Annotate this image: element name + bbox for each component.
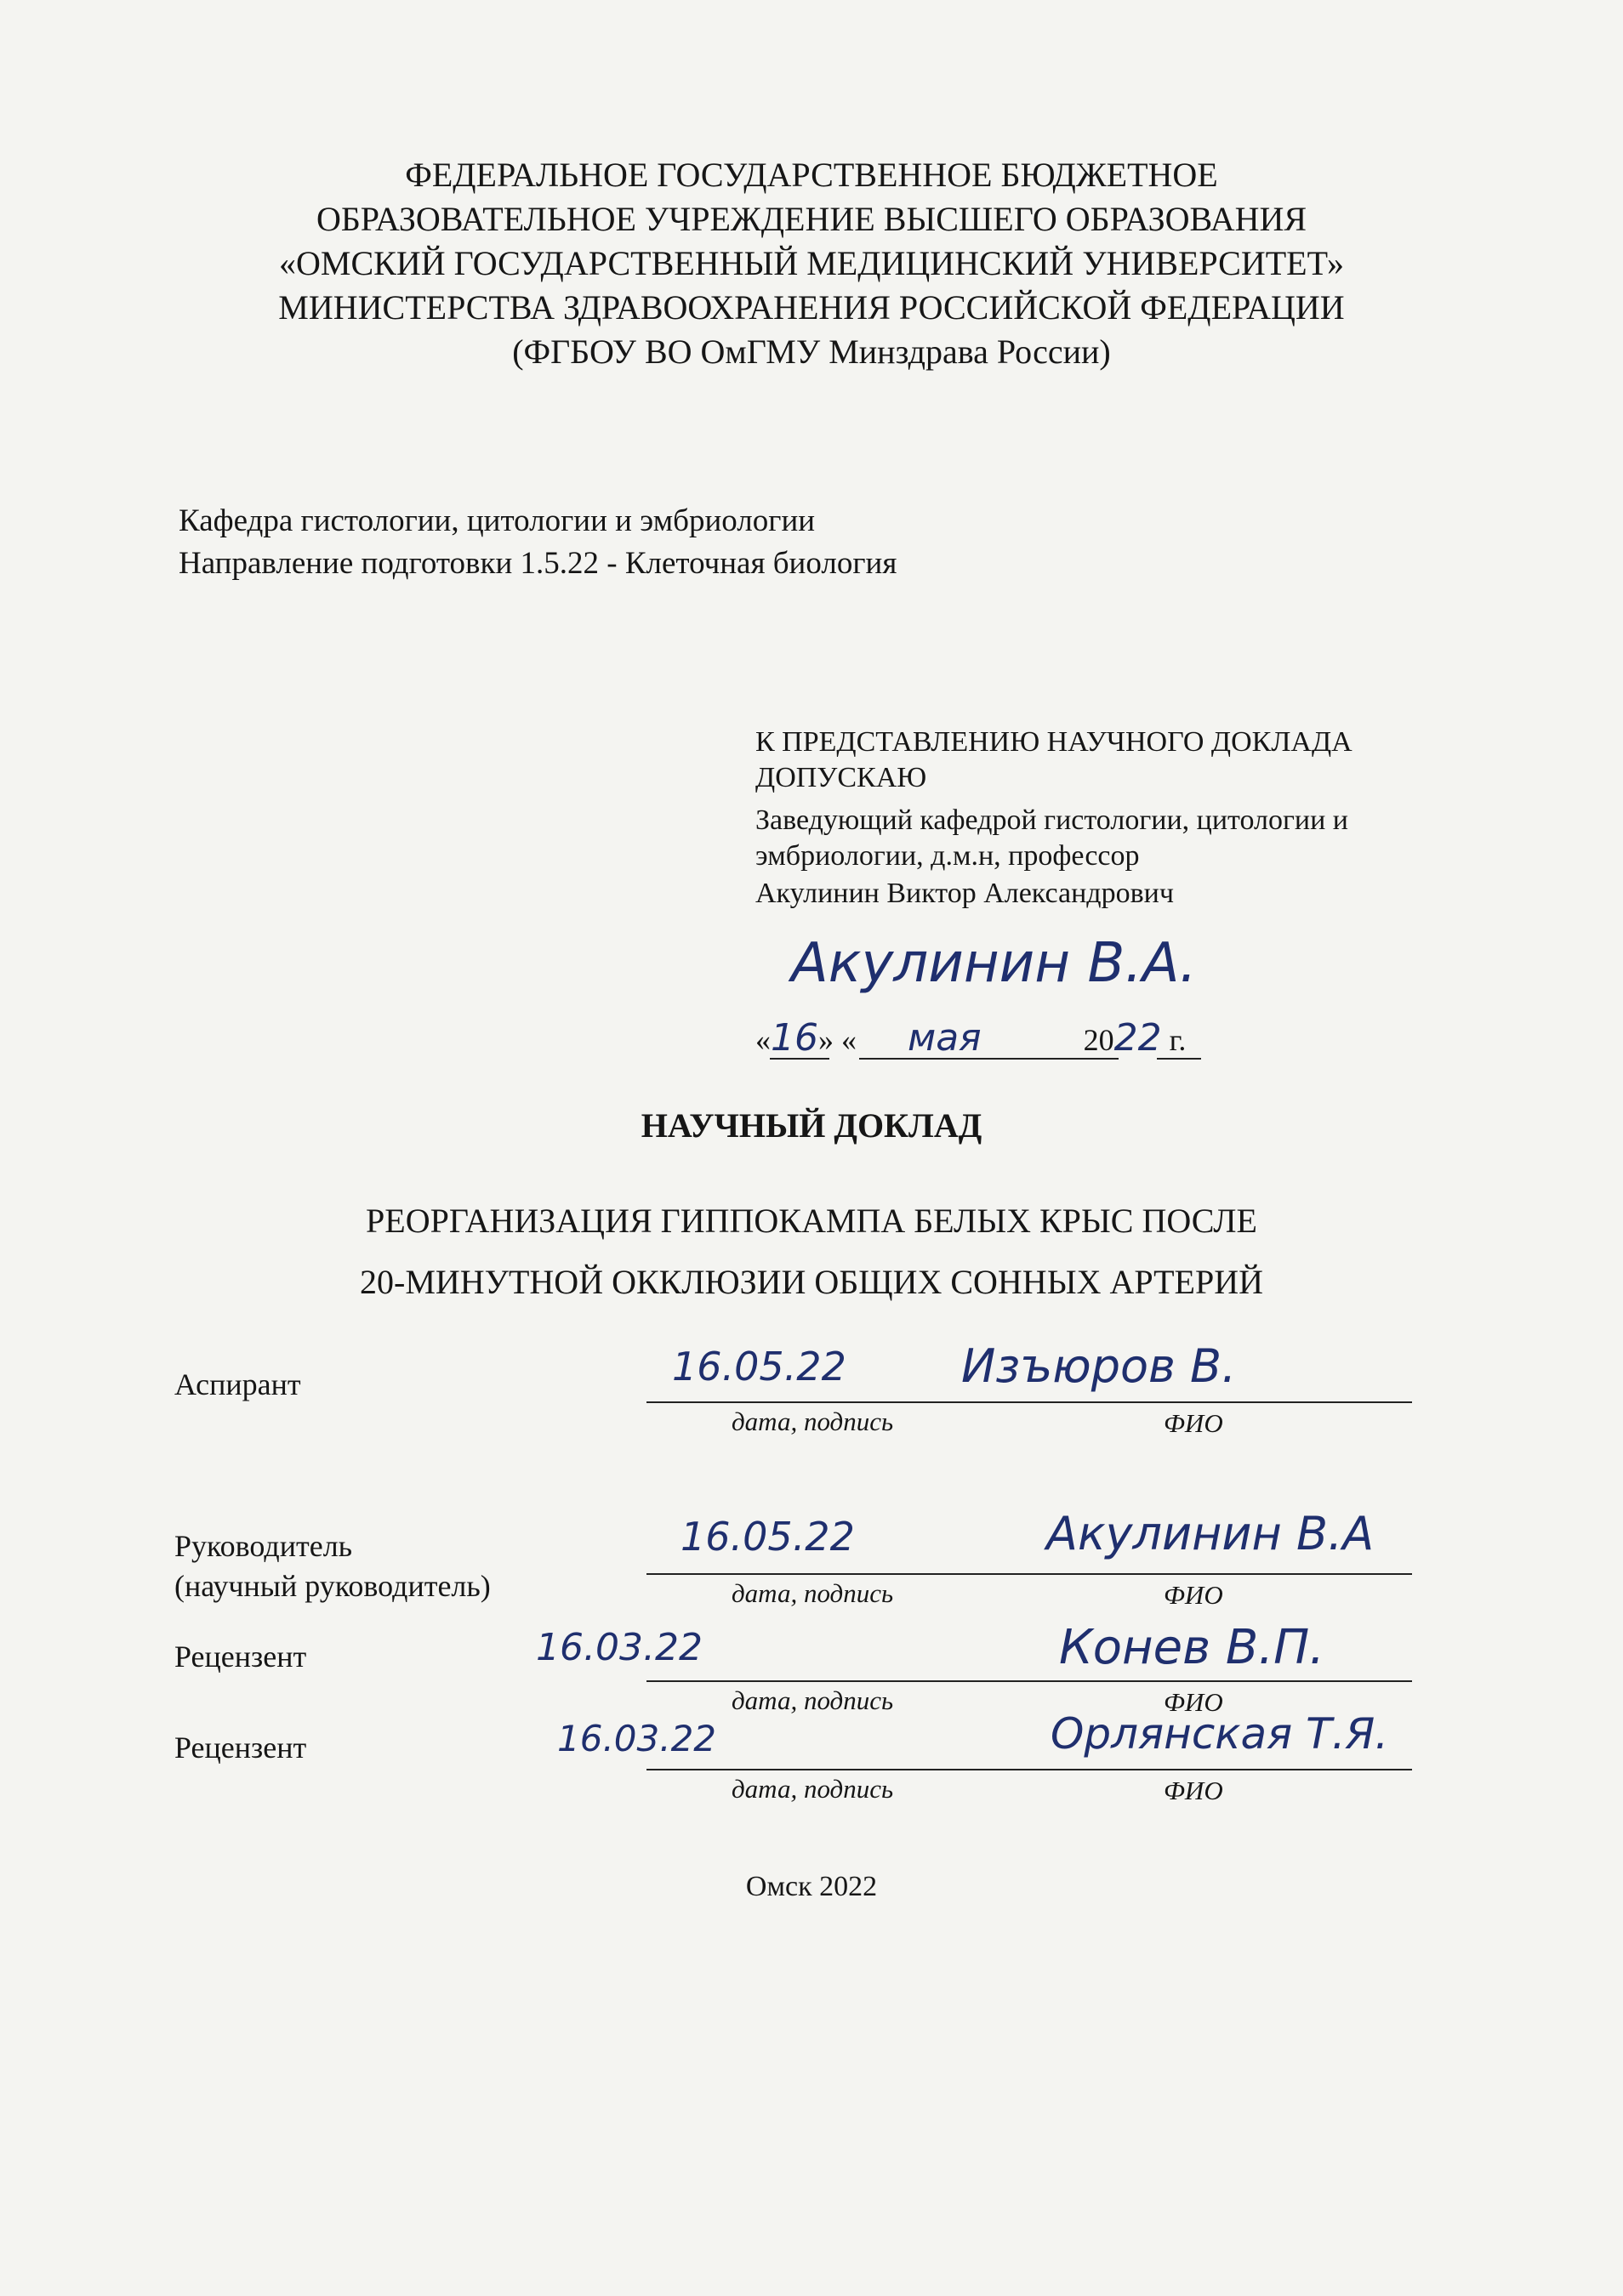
reviewer-1-date: 16.03.22 xyxy=(536,1626,703,1669)
date-day: 16 xyxy=(771,1016,818,1060)
reviewer-2-label: Рецензент xyxy=(174,1731,307,1765)
reviewer-1-sign-line xyxy=(646,1680,1412,1682)
aspirant-signature: Изъюров В. xyxy=(961,1339,1237,1393)
approval-line-5: Акулинин Виктор Александрович xyxy=(755,878,1174,909)
supervisor-label-line-2: (научный руководитель) xyxy=(174,1569,491,1603)
aspirant-sign-line xyxy=(646,1401,1412,1403)
date-open-quote: « xyxy=(755,1023,771,1057)
reviewer-1-name-caption: ФИО xyxy=(1164,1687,1223,1717)
reviewer-2-date: 16.03.22 xyxy=(557,1718,717,1759)
header-line-3: «ОМСКИЙ ГОСУДАРСТВЕННЫЙ МЕДИЦИНСКИЙ УНИВЕРСИТЕТ» xyxy=(279,244,1344,282)
city-year: Омск 2022 xyxy=(745,1871,878,1902)
reviewer-1-label: Рецензент xyxy=(174,1640,307,1674)
approval-line-4: эмбриологии, д.м.н, профессор xyxy=(755,840,1140,872)
document-kind: НАУЧНЫЙ ДОКЛАД xyxy=(641,1106,982,1145)
header-line-4: МИНИСТЕРСТВА ЗДРАВООХРАНЕНИЯ РОССИЙСКОЙ ФЕДЕРАЦИИ xyxy=(278,288,1345,327)
reviewer-1-name: Конев В.П. xyxy=(1059,1620,1325,1675)
aspirant-label: Аспирант xyxy=(174,1367,301,1401)
approval-date xyxy=(755,1016,1187,1060)
reviewer-2-name-caption: ФИО xyxy=(1164,1776,1223,1805)
supervisor-date: 16.05.22 xyxy=(681,1514,855,1560)
date-mid-quote: » « xyxy=(818,1023,857,1057)
aspirant-name-caption: ФИО xyxy=(1164,1408,1223,1438)
supervisor-date-caption: дата, подпись xyxy=(732,1578,894,1608)
date-day-line xyxy=(770,1058,829,1060)
header-line-5: (ФГБОУ ВО ОмГМУ Минздрава России) xyxy=(512,332,1111,371)
header-line-1: ФЕДЕРАЛЬНОЕ ГОСУДАРСТВЕННОЕ БЮДЖЕТНОЕ xyxy=(405,156,1218,194)
report-title-line-1: РЕОРГАНИЗАЦИЯ ГИППОКАМПА БЕЛЫХ КРЫС ПОСЛЕ xyxy=(366,1202,1257,1240)
date-year-line xyxy=(1157,1058,1201,1060)
approval-line-3: Заведующий кафедрой гистологии, цитологии и xyxy=(755,804,1348,836)
reviewer-2-name: Орлянская Т.Я. xyxy=(1051,1709,1389,1759)
reviewer-2-date-caption: дата, подпись xyxy=(732,1774,894,1804)
reviewer-2-sign-line xyxy=(646,1769,1412,1770)
aspirant-date: 16.05.22 xyxy=(672,1344,846,1390)
supervisor-sign-line xyxy=(646,1573,1412,1575)
approval-line-2: ДОПУСКАЮ xyxy=(755,762,927,793)
supervisor-name-caption: ФИО xyxy=(1164,1580,1223,1610)
head-signature: Акулинин В.А. xyxy=(791,932,1197,995)
date-month-line xyxy=(859,1058,1119,1060)
approval-line-1: К ПРЕДСТАВЛЕНИЮ НАУЧНОГО ДОКЛАДА xyxy=(755,726,1352,758)
reviewer-1-date-caption: дата, подпись xyxy=(732,1685,894,1715)
training-direction: Направление подготовки 1.5.22 - Клеточная биология xyxy=(179,546,897,581)
aspirant-date-caption: дата, подпись xyxy=(732,1407,894,1436)
supervisor-label-line-1: Руководитель xyxy=(174,1529,353,1563)
header-line-2: ОБРАЗОВАТЕЛЬНОЕ УЧРЕЖДЕНИЕ ВЫСШЕГО ОБРАЗОВАНИЯ xyxy=(316,200,1307,238)
date-year-prefix: 20 xyxy=(1083,1023,1114,1057)
department-chair: Кафедра гистологии, цитологии и эмбриологии xyxy=(179,503,816,538)
supervisor-signature: Акулинин В.А xyxy=(1046,1507,1375,1560)
date-year-suffix: 22 xyxy=(1113,1016,1162,1060)
report-title-line-2: 20-МИНУТНОЙ ОККЛЮЗИИ ОБЩИХ СОННЫХ АРТЕРИЙ xyxy=(360,1263,1263,1301)
date-year-unit: г. xyxy=(1169,1023,1187,1057)
date-month: мая xyxy=(908,1016,982,1060)
